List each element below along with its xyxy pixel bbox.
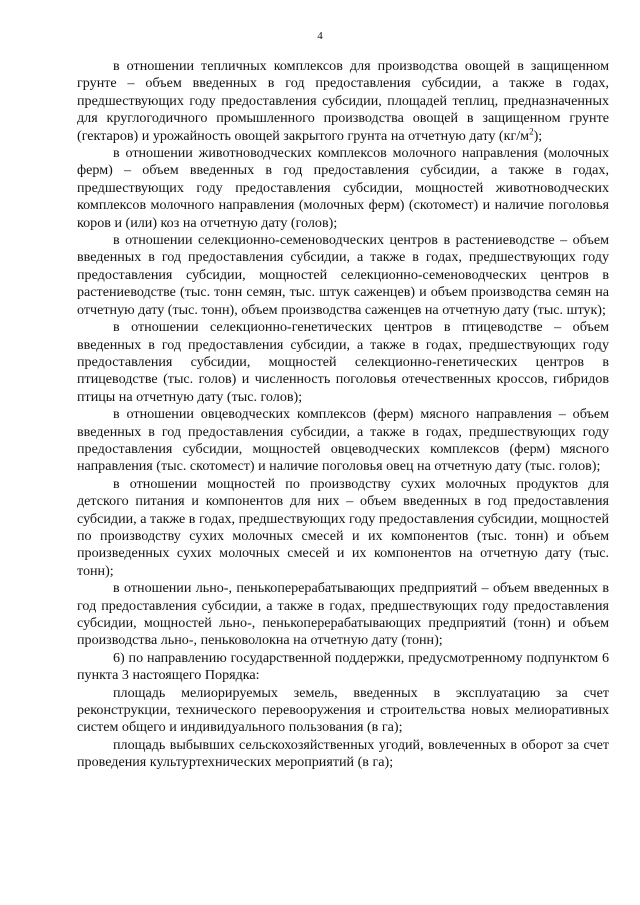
paragraph-seed-centers: в отношении селекционно-семеноводческих центров в растениеводстве – объем введенных в год предоставления субсидии, а также в годах, предшествующих году предоставления субсидии, мощностей селекционно-семеноводческих центров в растениеводстве (тыс. тонн семян, тыс. штук саженцев) и объем производства семян на отчетную дату (тыс. тонн), объем производства саженцев на отчетную дату (тыс. штук); [77,232,609,318]
paragraph-reclaimed-land: площадь мелиорируемых земель, введенных в эксплуатацию за счет реконструкции, технического перевооружения и строительства новых мелиоративных систем общего и индивидуального пользования (в га); [77,684,609,736]
paragraph-flax-hemp-plants: в отношении льно-, пенькоперерабатывающих предприятий – объем введенных в год предоставления субсидии, а также в годах, предшествующих году предоставления субсидии, мощностей льно-, пенькоперерабатывающих предприятий (тонн) и объем производства льно-, пеньковолокна на отчетную дату (тонн); [77,580,609,649]
superscript-unit: 2 [529,125,534,136]
page-number: 4 [317,30,323,42]
paragraph-poultry-genetic-centers: в отношении селекционно-генетических центров в птицеводстве – объем введенных в год предоставления субсидии, а также в годах, предшествующих году предоставления субсидии, мощностей селекционно-генетических центров в птицеводстве (тыс. голов) и численность поголовья отечественных кроссов, гибридов птицы на отчетную дату (тыс. голов); [77,319,609,405]
paragraph-sheep-complexes: в отношении овцеводческих комплексов (ферм) мясного направления – объем введенных в год предоставления субсидии, а также в годах, предшествующих году предоставления субсидии, мощностей овцеводческих комплексов (ферм) мясного направления (тыс. скотомест) и наличие поголовья овец на отчетную дату (тыс. голов); [77,406,609,475]
paragraph-support-direction-6: 6) по направлению государственной поддержки, предусмотренному подпунктом 6 пункта 3 настоящего Порядка: [77,649,609,684]
paragraph-text: в отношении тепличных комплексов для производства овощей в защищенном грунте – объем введенных в год предоставления субсидии, а также в годах, предшествующих году предоставления субсидии, площадей теплиц, предназначенных для круглогодичного промышленного производства овощей в защищенном грунте (гектаров) и урожайность овощей закрытого грунта на отчетную дату (кг/м [77,58,609,144]
paragraph-retired-farmland: площадь выбывших сельскохозяйственных угодий, вовлеченных в оборот за счет проведения культуртехнических мероприятий (в га); [77,736,609,771]
paragraph-tail: ); [533,127,543,144]
document-body [77,58,609,772]
paragraph-dairy-complexes: в отношении животноводческих комплексов молочного направления (молочных ферм) – объем введенных в год предоставления субсидии, а также в годах, предшествующих году предоставления субсидии, мощностей животноводческих комплексов молочного направления (молочных ферм) (скотомест) и наличие поголовья коров и (или) коз на отчетную дату (голов); [77,145,609,231]
paragraph-greenhouse-complexes [77,58,609,145]
paragraph-dry-milk-products: в отношении мощностей по производству сухих молочных продуктов для детского питания и компонентов для них – объем введенных в год предоставления субсидии, а также в годах, предшествующих году предоставления субсидии, мощностей по производству сухих молочных смесей и их компонентов (тыс. тонн) и объем произведенных сухих молочных смесей и их компонентов на отчетную дату (тыс. тонн); [77,475,609,579]
